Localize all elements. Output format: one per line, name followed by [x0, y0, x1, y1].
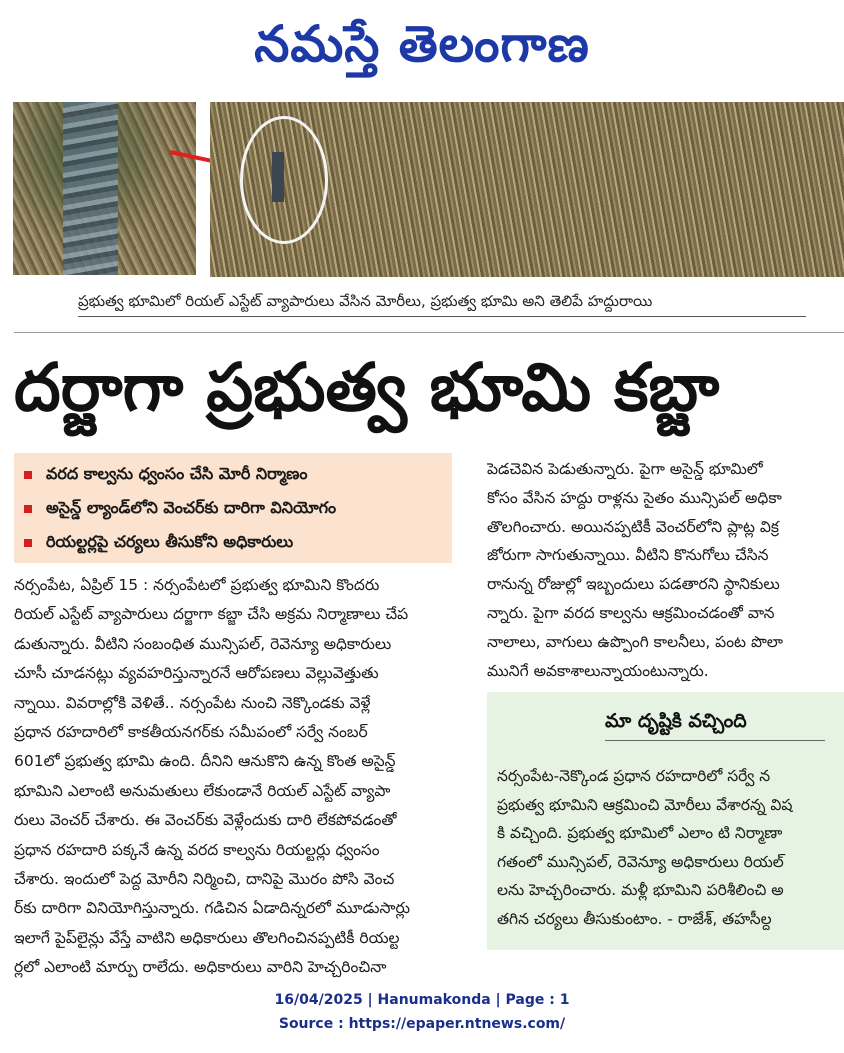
bullet-icon — [24, 505, 32, 513]
highlights-box — [14, 453, 452, 563]
text-line: ప్రధాన రహదారి పక్కనే ఉన్న వరద కాల్వను రియల్టర్లు ధ్వంసం — [14, 840, 380, 859]
tree-trunk-graphic — [63, 102, 118, 275]
text-line: చూసీ చూడనట్లు వ్యవహరిస్తున్నారనే ఆరోపణలు వెల్లువెత్తుతు — [14, 664, 379, 683]
highlight-item — [24, 493, 336, 523]
article-column-right — [487, 455, 844, 685]
text-line: ప్రభుత్వ భూమిని ఆక్రమించి మోరీలు వేశారన్న విష — [497, 795, 793, 814]
footer-source-link[interactable]: Source : https://epaper.ntnews.com/ — [278, 1016, 566, 1032]
text-line: ర్లలో ఎలాంటి మార్పు రాలేదు. అధికారులు వారిని హెచ్చరించినా — [14, 958, 387, 977]
photo-boundary-stone — [210, 102, 844, 277]
text-line: న్నారు. పైగా వరద కాల్వను ఆక్రమించడంతో వాన — [487, 603, 775, 622]
photo-tree-drainage — [13, 102, 196, 275]
text-line: మునిగే అవకాశాలున్నాయంటున్నారు. — [487, 661, 709, 680]
text-line: తగిన చర్యలు తీసుకుంటాం. - రాజేశ్, తహసీల్ద — [497, 909, 772, 928]
text-line: కోసం వేసిన హద్దు రాళ్లను సైతం మున్సిపల్ అధికా — [487, 488, 782, 507]
masthead-logo: నమస్తే తెలంగాణ — [254, 15, 590, 73]
text-line: జోరుగా సాగుతున్నాయి. వీటిని కొనుగోలు చేసిన — [487, 546, 769, 565]
headline: దర్జాగా ప్రభుత్వ భూమి కబ్జా — [14, 332, 844, 443]
photo-caption: ప్రభుత్వ భూమిలో రియల్ ఎస్టేట్ వ్యాపారులు వేసిన మోరీలు, ప్రభుత్వ భూమి అని తెలిపే హద్దురాయి — [78, 290, 806, 317]
highlight-item — [24, 459, 308, 489]
text-line: ర్‌కు దారిగా వినియోగిస్తున్నారు. గడిచిన ఏడాదిన్నరలో మూడుసార్లు — [14, 899, 410, 918]
text-line: ప్రధాన రహదారిలో కాకతీయనగర్‌కు సమీపంలో సర్వే నంబర్ — [14, 722, 368, 741]
highlight-circle-icon — [240, 116, 328, 244]
boundary-stone-graphic — [272, 152, 284, 202]
highlight-item — [24, 527, 293, 557]
text-line: న్నాయి. వివరాల్లోకి వెళితే.. నర్సంపేట నుంచి నెక్కొండకు వెళ్లే — [14, 693, 371, 712]
text-line: గతంలో మున్సిపల్, రెవెన్యూ అధికారులు రియల్ — [497, 852, 784, 871]
highlight-text: రియల్టర్లపై చర్యలు తీసుకోని అధికారులు — [46, 532, 294, 551]
text-line: 601లో ప్రభుత్వ భూమి ఉంది. దీనిని ఆనుకొని ఉన్న కొంత అసైన్డ్ — [14, 752, 396, 771]
text-line: ఇలాగే పైప్‌లైన్లు వేస్తే వాటిని అధికారులు తొలగించినప్పటికీ రియల్ట — [14, 928, 400, 947]
text-line: కి వచ్చింది. ప్రభుత్వ భూమిలో ఎలాం టి నిర్మాణా — [497, 824, 783, 843]
article-column-left — [14, 571, 474, 982]
highlight-text: అసైన్డ్ ల్యాండ్‌లోని వెంచర్‌కు దారిగా వినియోగం — [46, 498, 337, 517]
official-quote-box — [487, 692, 844, 950]
footer-date-edition: 16/04/2025 | Hanumakonda | Page : 1 — [274, 992, 570, 1008]
text-line: డుతున్నారు. వీటిని సంబంధిత మున్సిపల్, రెవెన్యూ అధికారులు — [14, 634, 392, 653]
text-line: నర్సంపేట-నెక్కొండ ప్రధాన రహదారిలో సర్వే న — [497, 767, 771, 785]
highlight-text: వరద కాల్వను ధ్వంసం చేసి మోరీ నిర్మాణం — [46, 464, 308, 483]
text-line: రియల్ ఎస్టేట్ వ్యాపారులు దర్జాగా కబ్జా చేసి అక్రమ నిర్మాణాలు చేప — [14, 605, 409, 624]
text-line: లను హెచ్చరించారు. మళ్లీ భూమిని పరిశీలించి అ — [497, 881, 784, 900]
box-title: మా దృష్టికి వచ్చింది — [605, 706, 825, 741]
text-line: భూమిని ఎలాంటి అనుమతులు లేకుండానే రియల్ ఎస్టేట్ వ్యాపా — [14, 781, 391, 800]
text-line: నాలాలు, వాగులు ఉప్పొంగి కాలనీలు, పంట పొలా — [487, 632, 783, 651]
text-line: తొలగించారు. అయినప్పటికీ వెంచర్‌లోని ప్లాట్ల విక్ర — [487, 517, 780, 536]
box-body — [497, 762, 842, 934]
bullet-icon — [24, 471, 32, 479]
page-footer — [0, 988, 844, 1036]
text-line: పెడచెవిన పెడుతున్నారు. పైగా అసైన్డ్ భూమిలో — [487, 460, 763, 478]
text-line: చేశారు. ఇందులో పెద్ద మోరీని నిర్మించి, దానిపై మొరం పోసి వెంచ — [14, 869, 395, 888]
text-line: రులు వెంచర్ చేశారు. ఈ వెంచర్‌కు వెళ్లేందుకు దారి లేకపోవడంతో — [14, 811, 397, 830]
bullet-icon — [24, 539, 32, 547]
text-line: రానున్న రోజుల్లో ఇబ్బందులు పడతారని స్థానికులు — [487, 575, 780, 594]
text-line: నర్సంపేట, ఏప్రిల్ 15 : నర్సంపేటలో ప్రభుత్వ భూమిని కొందరు — [14, 576, 380, 594]
